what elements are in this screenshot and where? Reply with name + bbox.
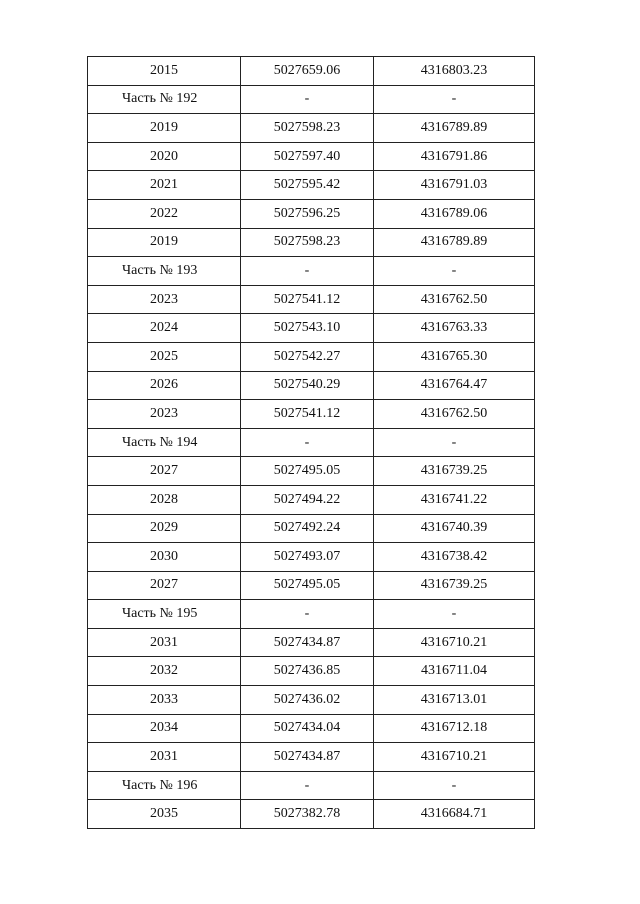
table-row (88, 571, 535, 600)
x-coordinate-cell: 5027495.05 (241, 457, 374, 486)
point-number-cell: 2020 (88, 142, 241, 171)
section-header-row (88, 428, 535, 457)
y-coordinate-cell: 4316713.01 (374, 686, 535, 715)
x-coordinate-cell: 5027596.25 (241, 199, 374, 228)
section-header-row (88, 600, 535, 629)
x-coordinate-cell: - (241, 257, 374, 286)
y-coordinate-cell: 4316789.06 (374, 199, 535, 228)
x-coordinate-cell: 5027598.23 (241, 114, 374, 143)
table-row (88, 199, 535, 228)
point-number-cell: 2030 (88, 543, 241, 572)
point-number-cell: 2029 (88, 514, 241, 543)
y-coordinate-cell: 4316684.71 (374, 800, 535, 829)
x-coordinate-cell: 5027494.22 (241, 485, 374, 514)
x-coordinate-cell: 5027541.12 (241, 285, 374, 314)
x-coordinate-cell: 5027540.29 (241, 371, 374, 400)
y-coordinate-cell: 4316765.30 (374, 342, 535, 371)
point-number-cell: 2019 (88, 228, 241, 257)
y-coordinate-cell: 4316738.42 (374, 543, 535, 572)
x-coordinate-cell: 5027598.23 (241, 228, 374, 257)
y-coordinate-cell: 4316710.21 (374, 628, 535, 657)
y-coordinate-cell: 4316711.04 (374, 657, 535, 686)
point-number-cell: 2023 (88, 285, 241, 314)
x-coordinate-cell: 5027436.85 (241, 657, 374, 686)
table-row (88, 800, 535, 829)
x-coordinate-cell: 5027541.12 (241, 400, 374, 429)
section-header-row (88, 85, 535, 114)
x-coordinate-cell: - (241, 771, 374, 800)
table-row (88, 57, 535, 86)
table-row (88, 371, 535, 400)
section-label-cell: Часть № 194 (88, 428, 241, 457)
x-coordinate-cell: 5027542.27 (241, 342, 374, 371)
x-coordinate-cell: - (241, 428, 374, 457)
point-number-cell: 2033 (88, 686, 241, 715)
point-number-cell: 2015 (88, 57, 241, 86)
y-coordinate-cell: 4316710.21 (374, 743, 535, 772)
point-number-cell: 2021 (88, 171, 241, 200)
x-coordinate-cell: 5027495.05 (241, 571, 374, 600)
table-row (88, 400, 535, 429)
x-coordinate-cell: 5027492.24 (241, 514, 374, 543)
x-coordinate-cell: 5027434.87 (241, 628, 374, 657)
table-row (88, 228, 535, 257)
y-coordinate-cell: 4316791.86 (374, 142, 535, 171)
point-number-cell: 2027 (88, 571, 241, 600)
coordinates-table-body (88, 57, 535, 829)
x-coordinate-cell: 5027659.06 (241, 57, 374, 86)
y-coordinate-cell: 4316789.89 (374, 228, 535, 257)
y-coordinate-cell: 4316763.33 (374, 314, 535, 343)
coordinates-table (87, 56, 535, 829)
table-row (88, 543, 535, 572)
table-row (88, 171, 535, 200)
table-row (88, 714, 535, 743)
x-coordinate-cell: 5027543.10 (241, 314, 374, 343)
table-row (88, 628, 535, 657)
table-row (88, 142, 535, 171)
section-label-cell: Часть № 195 (88, 600, 241, 629)
table-row (88, 342, 535, 371)
section-header-row (88, 771, 535, 800)
section-label-cell: Часть № 196 (88, 771, 241, 800)
y-coordinate-cell: 4316739.25 (374, 457, 535, 486)
y-coordinate-cell: - (374, 771, 535, 800)
x-coordinate-cell: 5027382.78 (241, 800, 374, 829)
table-row (88, 314, 535, 343)
point-number-cell: 2032 (88, 657, 241, 686)
section-header-row (88, 257, 535, 286)
y-coordinate-cell: 4316791.03 (374, 171, 535, 200)
point-number-cell: 2026 (88, 371, 241, 400)
point-number-cell: 2022 (88, 199, 241, 228)
section-label-cell: Часть № 193 (88, 257, 241, 286)
point-number-cell: 2031 (88, 743, 241, 772)
x-coordinate-cell: - (241, 600, 374, 629)
table-row (88, 514, 535, 543)
point-number-cell: 2025 (88, 342, 241, 371)
section-label-cell: Часть № 192 (88, 85, 241, 114)
y-coordinate-cell: 4316789.89 (374, 114, 535, 143)
x-coordinate-cell: - (241, 85, 374, 114)
point-number-cell: 2024 (88, 314, 241, 343)
point-number-cell: 2028 (88, 485, 241, 514)
point-number-cell: 2035 (88, 800, 241, 829)
y-coordinate-cell: 4316762.50 (374, 285, 535, 314)
x-coordinate-cell: 5027436.02 (241, 686, 374, 715)
y-coordinate-cell: - (374, 257, 535, 286)
point-number-cell: 2027 (88, 457, 241, 486)
table-row (88, 657, 535, 686)
table-row (88, 485, 535, 514)
x-coordinate-cell: 5027597.40 (241, 142, 374, 171)
point-number-cell: 2023 (88, 400, 241, 429)
point-number-cell: 2031 (88, 628, 241, 657)
table-row (88, 686, 535, 715)
point-number-cell: 2019 (88, 114, 241, 143)
y-coordinate-cell: 4316762.50 (374, 400, 535, 429)
y-coordinate-cell: - (374, 85, 535, 114)
table-row (88, 743, 535, 772)
y-coordinate-cell: - (374, 600, 535, 629)
y-coordinate-cell: 4316764.47 (374, 371, 535, 400)
y-coordinate-cell: 4316739.25 (374, 571, 535, 600)
y-coordinate-cell: 4316803.23 (374, 57, 535, 86)
table-row (88, 285, 535, 314)
y-coordinate-cell: 4316740.39 (374, 514, 535, 543)
y-coordinate-cell: - (374, 428, 535, 457)
y-coordinate-cell: 4316741.22 (374, 485, 535, 514)
table-row (88, 457, 535, 486)
x-coordinate-cell: 5027434.04 (241, 714, 374, 743)
y-coordinate-cell: 4316712.18 (374, 714, 535, 743)
x-coordinate-cell: 5027493.07 (241, 543, 374, 572)
point-number-cell: 2034 (88, 714, 241, 743)
x-coordinate-cell: 5027434.87 (241, 743, 374, 772)
x-coordinate-cell: 5027595.42 (241, 171, 374, 200)
table-row (88, 114, 535, 143)
